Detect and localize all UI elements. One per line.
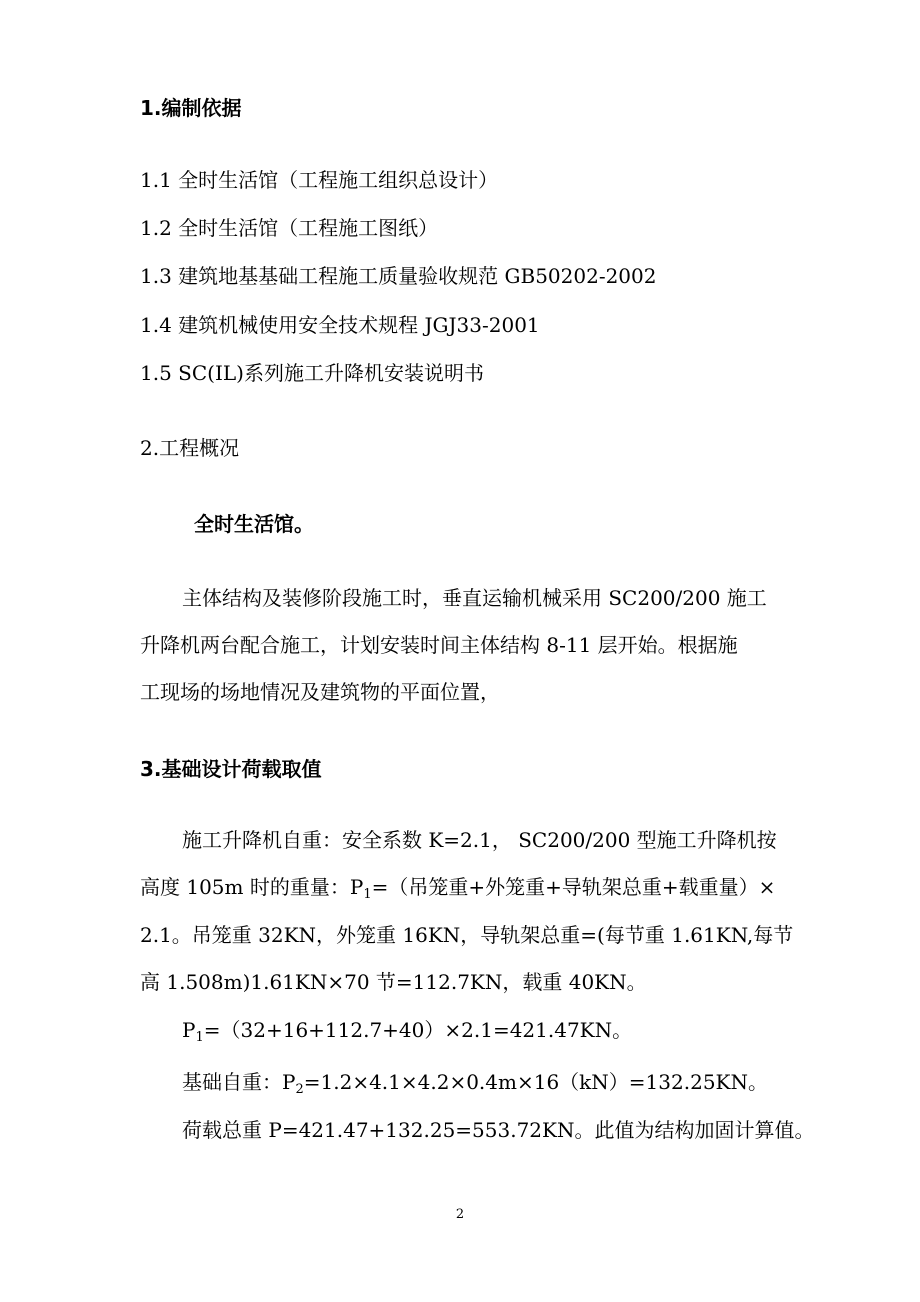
p1-formula-suffix: =（32+16+112.7+40）×2.1=421.47KN。 — [203, 1018, 633, 1042]
overview-line-3: 工现场的场地情况及建筑物的平面位置， — [140, 680, 500, 704]
overview-line-1: 主体结构及装修阶段施工时，垂直运输机械采用 SC200/200 施工 — [182, 586, 767, 610]
p1-formula-prefix: P — [182, 1018, 196, 1042]
load-line-2 — [140, 873, 775, 901]
p2-formula-suffix: =1.2×4.1×4.2×0.4m×16（kN）=132.25KN。 — [303, 1070, 768, 1094]
reference-item-2: 1.2 全时生活馆（工程施工图纸） — [140, 216, 439, 240]
p1-formula-subscript: 1 — [195, 1030, 204, 1045]
reference-item-3: 1.3 建筑地基基础工程施工质量验收规范 GB50202-2002 — [140, 264, 657, 288]
p1-formula — [182, 1016, 632, 1044]
section-2-heading: 2.工程概况 — [140, 436, 240, 460]
p2-formula-prefix: 基础自重：P — [182, 1070, 296, 1094]
p2-formula-subscript: 2 — [295, 1082, 304, 1097]
p1-subscript: 1 — [363, 887, 372, 902]
project-name: 全时生活馆。 — [194, 512, 314, 536]
reference-item-5: 1.5 SC(IL)系列施工升降机安装说明书 — [140, 361, 484, 385]
load-line-1: 施工升降机自重：安全系数 K=2.1， SC200/200 型施工升降机按 — [182, 828, 777, 852]
total-load-line: 荷载总重 P=421.47+132.25=553.72KN。此值为结构加固计算值。 — [182, 1118, 815, 1142]
overview-line-2: 升降机两台配合施工，计划安装时间主体结构 8-11 层开始。根据施 — [140, 633, 738, 657]
page-number: 2 — [455, 1207, 465, 1222]
p2-formula — [182, 1068, 768, 1096]
reference-item-4: 1.4 建筑机械使用安全技术规程 JGJ33-2001 — [140, 313, 540, 337]
load-line-2-prefix: 高度 105m 时的重量：P — [140, 875, 364, 899]
load-line-4: 高 1.508m)1.61KN×70 节=112.7KN，载重 40KN。 — [140, 970, 647, 994]
load-line-3: 2.1。吊笼重 32KN，外笼重 16KN，导轨架总重=(每节重 1.61KN,每节 — [140, 923, 794, 947]
section-3-heading: 3.基础设计荷载取值 — [140, 757, 322, 781]
reference-item-1: 1.1 全时生活馆（工程施工组织总设计） — [140, 168, 499, 192]
section-1-heading: 1.编制依据 — [140, 96, 242, 120]
load-line-2-suffix: =（吊笼重+外笼重+导轨架总重+载重量）× — [371, 875, 776, 899]
